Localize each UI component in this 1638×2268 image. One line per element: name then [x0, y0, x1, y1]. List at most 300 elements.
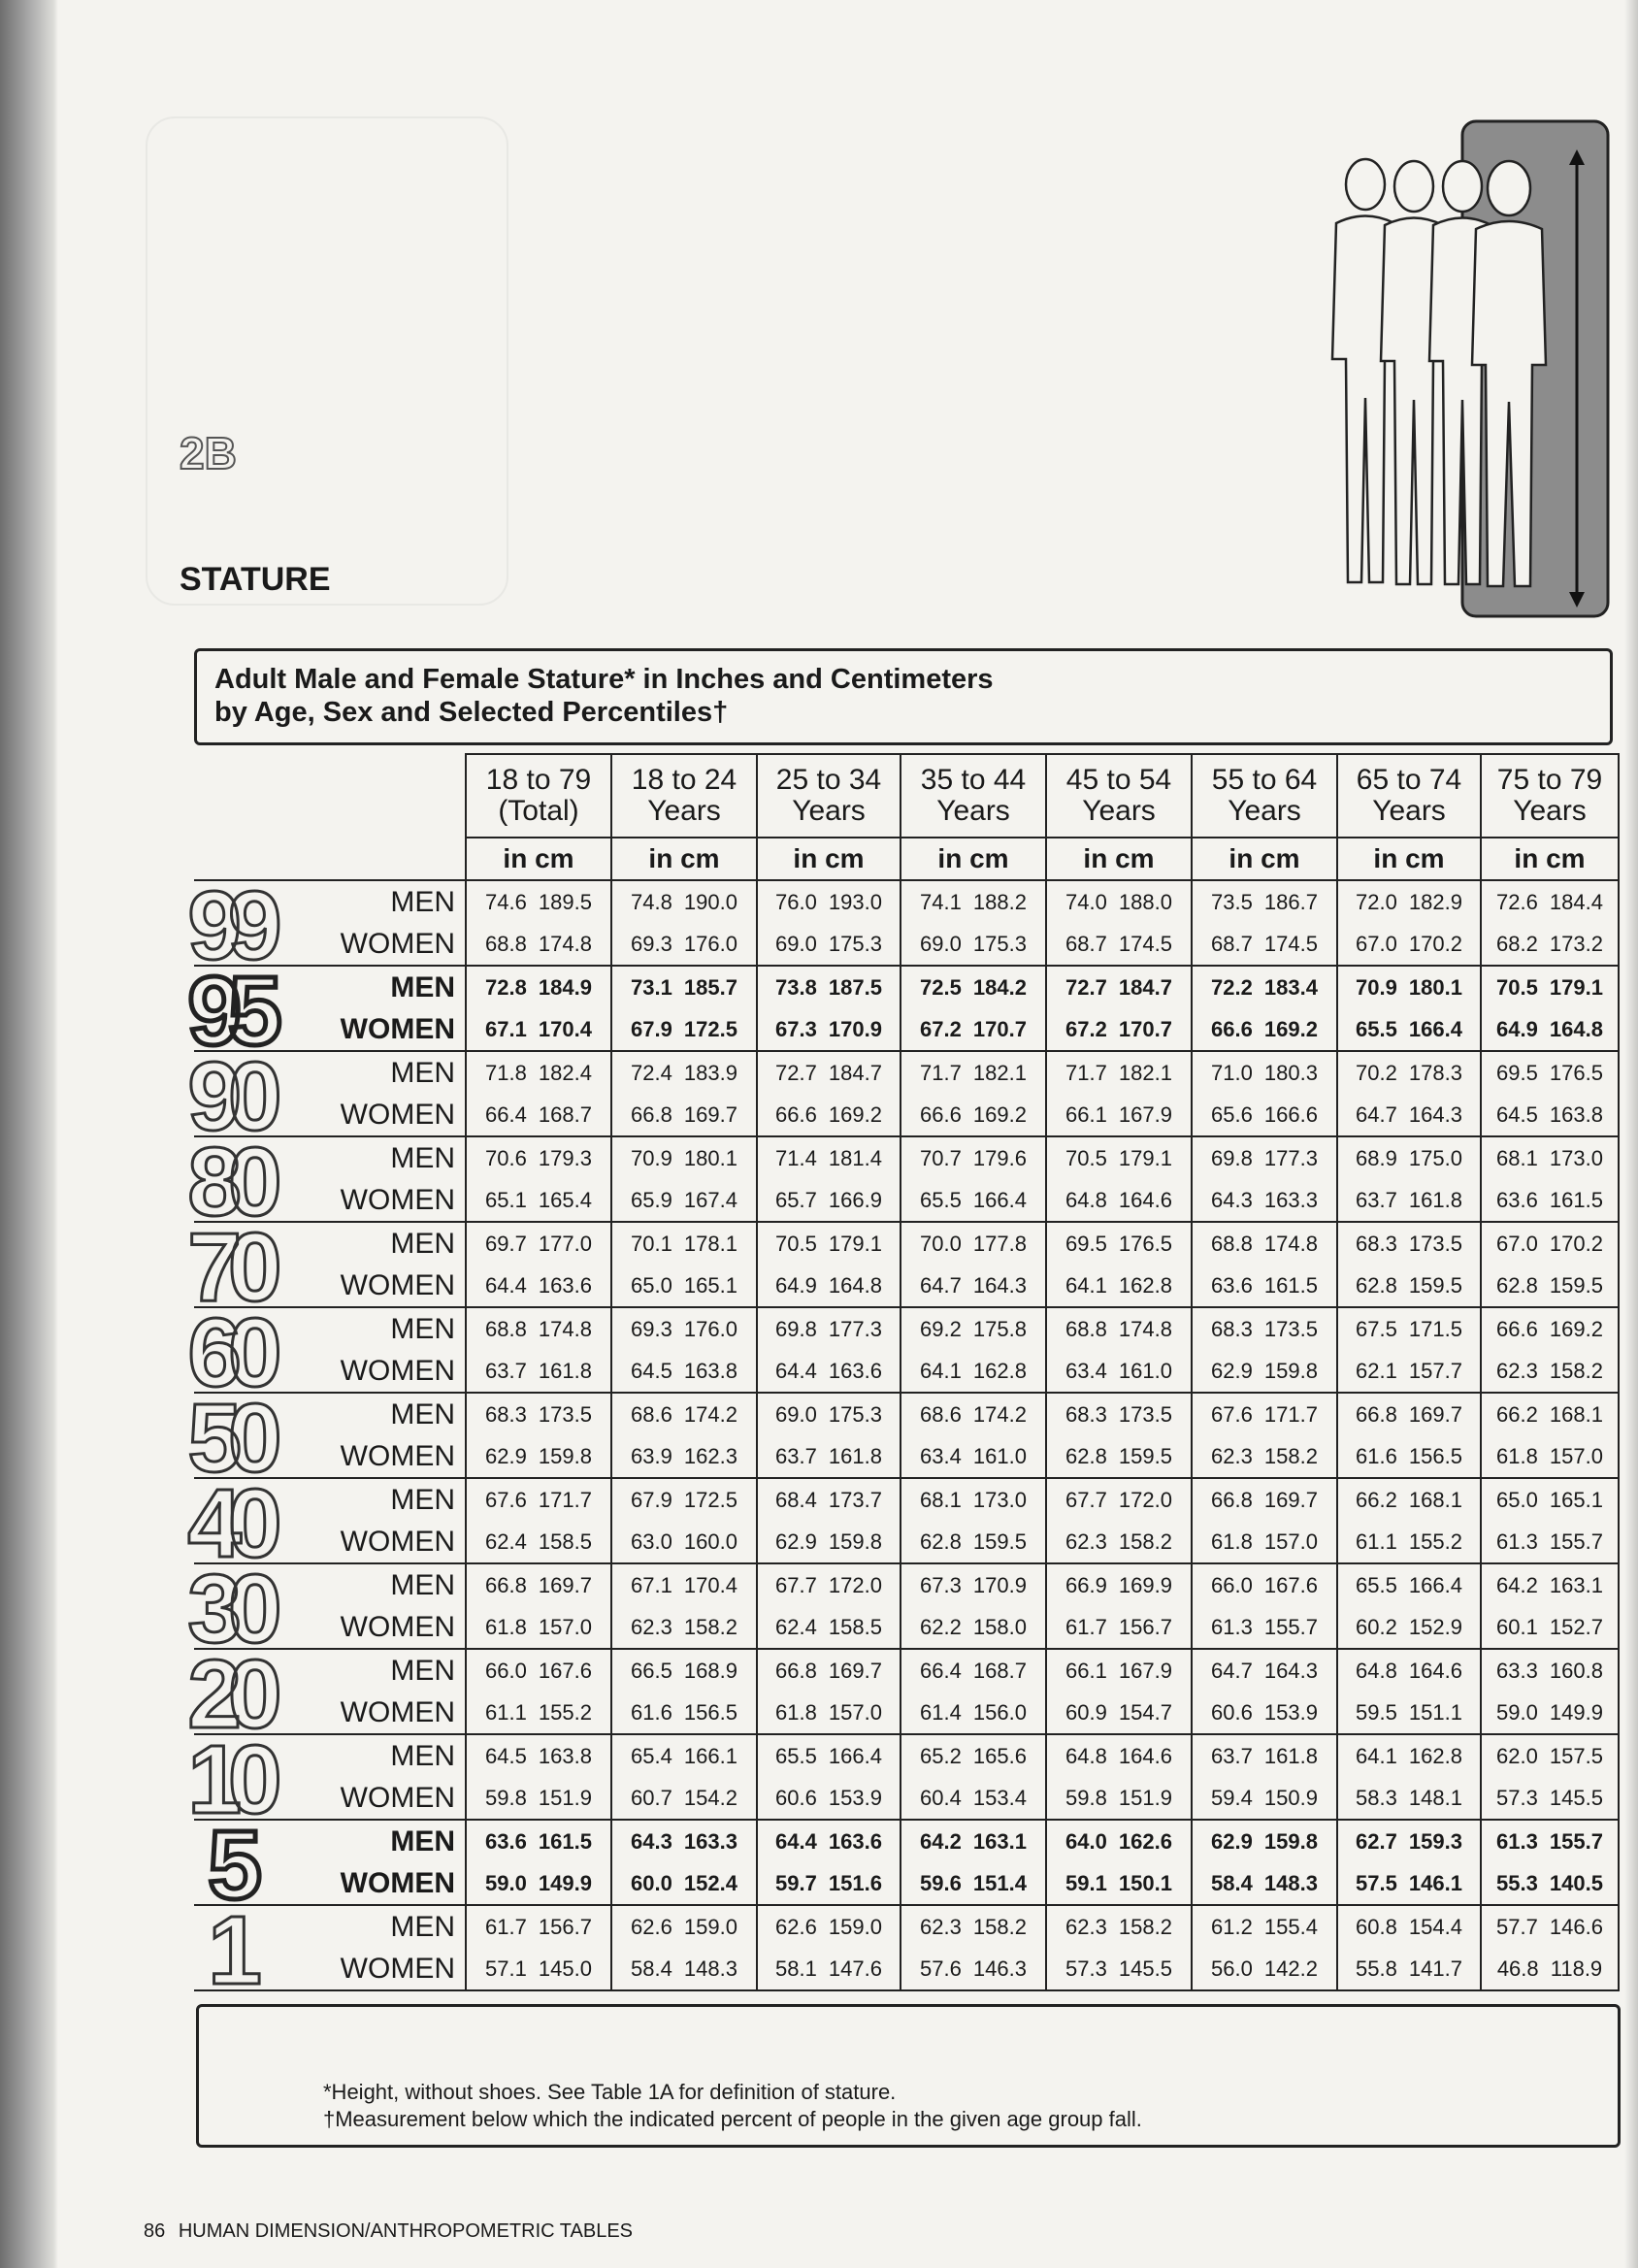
stature-value: 65.1 165.4 [466, 1179, 611, 1222]
age-range-sub: (Total) [498, 795, 579, 827]
stature-value: 57.6 146.3 [901, 1948, 1046, 1990]
table-row [194, 1478, 1619, 1521]
stature-value: 67.3 170.9 [901, 1563, 1046, 1606]
age-range: 75 to 79 [1496, 764, 1603, 796]
stature-value: 55.8 141.7 [1337, 1948, 1481, 1990]
stature-value: 66.8 169.7 [1337, 1393, 1481, 1435]
stature-value: 68.1 173.0 [1481, 1136, 1619, 1179]
stature-value: 66.4 168.7 [466, 1094, 611, 1136]
stature-value: 70.5 179.1 [1046, 1136, 1192, 1179]
stature-table-wrap [194, 753, 1619, 1999]
table-row [194, 1563, 1619, 1606]
unit-label: in cm [611, 838, 757, 880]
stature-value: 68.1 173.0 [901, 1478, 1046, 1521]
stature-value: 66.8 169.7 [466, 1563, 611, 1606]
table-row [194, 1051, 1619, 1094]
stature-value: 64.9 164.8 [1481, 1008, 1619, 1051]
stature-value: 68.2 173.2 [1481, 923, 1619, 966]
stature-value: 65.4 166.1 [611, 1734, 757, 1777]
age-range: 25 to 34 [775, 764, 882, 796]
stature-value: 64.1 162.8 [1046, 1265, 1192, 1307]
caption-line-1: Adult Male and Female Stature* in Inches and Centimeters [214, 664, 994, 695]
age-range-sub: Years [1513, 795, 1587, 827]
stature-value: 58.4 148.3 [1192, 1862, 1337, 1905]
stature-value: 68.3 173.5 [466, 1393, 611, 1435]
stature-value: 62.8 159.5 [1337, 1265, 1481, 1307]
header-spacer [194, 754, 466, 838]
table-row [194, 1393, 1619, 1435]
stature-value: 69.0 175.3 [757, 1393, 901, 1435]
stature-value: 62.9 159.8 [466, 1435, 611, 1478]
stature-value: 74.8 190.0 [611, 880, 757, 923]
stature-value: 66.1 167.9 [1046, 1649, 1192, 1692]
stature-value: 57.5 146.1 [1337, 1862, 1481, 1905]
page-folio [144, 2220, 633, 2243]
percentile-numeral: 20 [187, 1639, 269, 1749]
stature-value: 57.3 145.5 [1046, 1948, 1192, 1990]
stature-value: 59.8 151.9 [1046, 1777, 1192, 1820]
stature-value: 66.0 167.6 [1192, 1563, 1337, 1606]
table-row [194, 1094, 1619, 1136]
stature-value: 61.3 155.7 [1192, 1606, 1337, 1649]
bleed-through-figure [146, 116, 508, 606]
stature-value: 68.4 173.7 [757, 1478, 901, 1521]
stature-value: 70.6 179.3 [466, 1136, 611, 1179]
stature-value: 63.6 161.5 [1481, 1179, 1619, 1222]
stature-value: 64.0 162.6 [1046, 1820, 1192, 1862]
footnote-asterisk: *Height, without shoes. See Table 1A for definition of stature. [323, 2080, 897, 2104]
stature-value: 65.5 166.4 [1337, 1008, 1481, 1051]
age-range: 65 to 74 [1356, 764, 1462, 796]
section-title: STATURE [180, 561, 331, 598]
table-row [194, 1692, 1619, 1734]
sex-label: WOMEN [194, 1862, 466, 1905]
stature-value: 64.2 163.1 [901, 1820, 1046, 1862]
unit-label: in cm [757, 838, 901, 880]
stature-value: 63.9 162.3 [611, 1435, 757, 1478]
stature-value: 62.3 158.2 [611, 1606, 757, 1649]
stature-value: 69.8 177.3 [1192, 1136, 1337, 1179]
stature-value: 68.3 173.5 [1192, 1307, 1337, 1350]
stature-value: 62.1 157.7 [1337, 1350, 1481, 1393]
table-row [194, 1136, 1619, 1179]
stature-value: 72.6 184.4 [1481, 880, 1619, 923]
sex-label: WOMEN [194, 1008, 466, 1051]
stature-value: 58.1 147.6 [757, 1948, 901, 1990]
stature-value: 57.7 146.6 [1481, 1905, 1619, 1948]
stature-value: 64.7 164.3 [1337, 1094, 1481, 1136]
stature-value: 62.6 159.0 [611, 1905, 757, 1948]
stature-value: 61.8 157.0 [1481, 1435, 1619, 1478]
percentile-numeral: 99 [187, 871, 269, 980]
stature-value: 58.4 148.3 [611, 1948, 757, 1990]
stature-value: 62.2 158.0 [901, 1606, 1046, 1649]
percentile-numeral: 95 [187, 956, 269, 1066]
stature-value: 69.3 176.0 [611, 1307, 757, 1350]
stature-illustration [1315, 116, 1616, 621]
stature-value: 60.2 152.9 [1337, 1606, 1481, 1649]
table-row [194, 923, 1619, 966]
stature-value: 76.0 193.0 [757, 880, 901, 923]
stature-value: 62.3 158.2 [901, 1905, 1046, 1948]
stature-value: 64.2 163.1 [1481, 1563, 1619, 1606]
stature-value: 72.2 183.4 [1192, 966, 1337, 1008]
stature-value: 63.4 161.0 [901, 1435, 1046, 1478]
stature-value: 58.3 148.1 [1337, 1777, 1481, 1820]
stature-value: 68.9 175.0 [1337, 1136, 1481, 1179]
sex-label: MEN [194, 1136, 466, 1179]
stature-value: 57.1 145.0 [466, 1948, 611, 1990]
stature-value: 57.3 145.5 [1481, 1777, 1619, 1820]
stature-value: 67.0 170.2 [1481, 1222, 1619, 1265]
unit-label: in cm [1046, 838, 1192, 880]
sex-label: MEN [194, 1905, 466, 1948]
stature-value: 72.4 183.9 [611, 1051, 757, 1094]
age-group-header [1046, 754, 1192, 838]
table-row [194, 1734, 1619, 1777]
sex-label: WOMEN [194, 1692, 466, 1734]
table-row [194, 1521, 1619, 1563]
age-group-header-row [194, 754, 1619, 838]
stature-value: 71.0 180.3 [1192, 1051, 1337, 1094]
sex-label: MEN [194, 1820, 466, 1862]
sex-label: MEN [194, 1563, 466, 1606]
sex-label: WOMEN [194, 1350, 466, 1393]
stature-value: 65.0 165.1 [1481, 1478, 1619, 1521]
stature-value: 61.7 156.7 [1046, 1606, 1192, 1649]
table-row [194, 1649, 1619, 1692]
table-row [194, 1350, 1619, 1393]
stature-value: 59.8 151.9 [466, 1777, 611, 1820]
stature-value: 62.4 158.5 [466, 1521, 611, 1563]
stature-value: 60.9 154.7 [1046, 1692, 1192, 1734]
stature-value: 59.5 151.1 [1337, 1692, 1481, 1734]
stature-value: 66.2 168.1 [1337, 1478, 1481, 1521]
stature-value: 65.5 166.4 [757, 1734, 901, 1777]
stature-value: 66.5 168.9 [611, 1649, 757, 1692]
stature-value: 67.2 170.7 [1046, 1008, 1192, 1051]
stature-value: 64.5 163.8 [466, 1734, 611, 1777]
stature-value: 66.6 169.2 [1481, 1307, 1619, 1350]
stature-value: 60.7 154.2 [611, 1777, 757, 1820]
stature-value: 71.4 181.4 [757, 1136, 901, 1179]
stature-value: 66.1 167.9 [1046, 1094, 1192, 1136]
stature-value: 67.9 172.5 [611, 1478, 757, 1521]
stature-value: 68.8 174.8 [1046, 1307, 1192, 1350]
stature-value: 61.1 155.2 [1337, 1521, 1481, 1563]
stature-value: 61.2 155.4 [1192, 1905, 1337, 1948]
stature-value: 70.7 179.6 [901, 1136, 1046, 1179]
table-row [194, 1862, 1619, 1905]
stature-value: 67.5 171.5 [1337, 1307, 1481, 1350]
stature-value: 64.5 163.8 [1481, 1094, 1619, 1136]
stature-value: 70.2 178.3 [1337, 1051, 1481, 1094]
stature-value: 73.1 185.7 [611, 966, 757, 1008]
stature-value: 71.7 182.1 [1046, 1051, 1192, 1094]
stature-value: 72.7 184.7 [1046, 966, 1192, 1008]
stature-value: 66.6 169.2 [1192, 1008, 1337, 1051]
stature-value: 60.8 154.4 [1337, 1905, 1481, 1948]
percentile-numeral: 80 [187, 1127, 269, 1236]
stature-value: 74.0 188.0 [1046, 880, 1192, 923]
sex-label: WOMEN [194, 1777, 466, 1820]
sex-label: MEN [194, 966, 466, 1008]
table-row [194, 880, 1619, 923]
age-range-sub: Years [936, 795, 1010, 827]
stature-value: 66.8 169.7 [1192, 1478, 1337, 1521]
stature-value: 62.9 159.8 [1192, 1350, 1337, 1393]
table-body [194, 880, 1619, 1990]
stature-value: 70.1 178.1 [611, 1222, 757, 1265]
age-group-header [611, 754, 757, 838]
unit-label: in cm [1192, 838, 1337, 880]
sex-label: WOMEN [194, 923, 466, 966]
stature-value: 69.0 175.3 [757, 923, 901, 966]
stature-value: 63.7 161.8 [1337, 1179, 1481, 1222]
table-row [194, 1265, 1619, 1307]
stature-value: 59.7 151.6 [757, 1862, 901, 1905]
percentile-numeral: 10 [187, 1725, 269, 1834]
percentile-numeral: 70 [187, 1212, 269, 1322]
stature-value: 67.3 170.9 [757, 1008, 901, 1051]
stature-value: 63.4 161.0 [1046, 1350, 1192, 1393]
stature-value: 67.7 172.0 [757, 1563, 901, 1606]
percentile-numeral: 90 [187, 1041, 269, 1151]
stature-value: 61.8 157.0 [466, 1606, 611, 1649]
stature-value: 61.6 156.5 [1337, 1435, 1481, 1478]
stature-value: 64.9 164.8 [757, 1265, 901, 1307]
stature-value: 62.4 158.5 [757, 1606, 901, 1649]
stature-value: 62.8 159.5 [1481, 1265, 1619, 1307]
stature-value: 59.6 151.4 [901, 1862, 1046, 1905]
caption-line-2: by Age, Sex and Selected Percentiles† [214, 697, 729, 728]
table-row [194, 1307, 1619, 1350]
stature-value: 63.3 160.8 [1481, 1649, 1619, 1692]
stature-value: 60.4 153.4 [901, 1777, 1046, 1820]
unit-header-row [194, 838, 1619, 880]
stature-value: 74.1 188.2 [901, 880, 1046, 923]
sex-label: WOMEN [194, 1265, 466, 1307]
stature-value: 62.3 158.2 [1192, 1435, 1337, 1478]
page-edge [1624, 0, 1638, 2268]
age-range: 35 to 44 [920, 764, 1027, 796]
table-row [194, 1008, 1619, 1051]
table-row [194, 1606, 1619, 1649]
sex-label: MEN [194, 1734, 466, 1777]
age-group-header [901, 754, 1046, 838]
age-group-header [1192, 754, 1337, 838]
stature-value: 73.8 187.5 [757, 966, 901, 1008]
stature-value: 68.8 174.8 [1192, 1222, 1337, 1265]
stature-value: 59.0 149.9 [466, 1862, 611, 1905]
stature-value: 61.3 155.7 [1481, 1820, 1619, 1862]
sex-label: WOMEN [194, 1948, 466, 1990]
age-range: 55 to 64 [1211, 764, 1318, 796]
footnote-box [196, 2004, 1621, 2148]
stature-value: 60.6 153.9 [1192, 1692, 1337, 1734]
sex-label: WOMEN [194, 1094, 466, 1136]
book-gutter [0, 0, 58, 2268]
stature-value: 69.3 176.0 [611, 923, 757, 966]
sex-label: WOMEN [194, 1606, 466, 1649]
sex-label: MEN [194, 1393, 466, 1435]
stature-value: 62.8 159.5 [901, 1521, 1046, 1563]
stature-value: 61.4 156.0 [901, 1692, 1046, 1734]
stature-value: 72.0 182.9 [1337, 880, 1481, 923]
percentile-numeral: 40 [187, 1468, 269, 1578]
sex-label: MEN [194, 1478, 466, 1521]
stature-value: 69.0 175.3 [901, 923, 1046, 966]
stature-value: 69.2 175.8 [901, 1307, 1046, 1350]
sex-label: MEN [194, 880, 466, 923]
stature-value: 59.0 149.9 [1481, 1692, 1619, 1734]
stature-value: 66.6 169.2 [757, 1094, 901, 1136]
stature-value: 64.1 162.8 [901, 1350, 1046, 1393]
stature-value: 62.9 159.8 [1192, 1820, 1337, 1862]
age-group-header [466, 754, 611, 838]
age-range-sub: Years [647, 795, 721, 827]
stature-value: 70.9 180.1 [1337, 966, 1481, 1008]
footnote-dagger: †Measurement below which the indicated percent of people in the given age group fall. [323, 2107, 1142, 2131]
stature-value: 59.1 150.1 [1046, 1862, 1192, 1905]
age-range: 18 to 24 [631, 764, 737, 796]
sex-label: MEN [194, 1649, 466, 1692]
running-title: HUMAN DIMENSION/ANTHROPOMETRIC TABLES [178, 2220, 634, 2242]
unit-label: in cm [466, 838, 611, 880]
stature-value: 63.6 161.5 [1192, 1265, 1337, 1307]
stature-value: 64.1 162.8 [1337, 1734, 1481, 1777]
stature-value: 56.0 142.2 [1192, 1948, 1337, 1990]
stature-value: 65.5 166.4 [1337, 1563, 1481, 1606]
stature-value: 69.5 176.5 [1481, 1051, 1619, 1094]
stature-value: 66.4 168.7 [901, 1649, 1046, 1692]
stature-value: 70.9 180.1 [611, 1136, 757, 1179]
age-group-header [1337, 754, 1481, 838]
stature-value: 64.8 164.6 [1046, 1179, 1192, 1222]
stature-value: 62.3 158.2 [1481, 1350, 1619, 1393]
stature-value: 62.7 159.3 [1337, 1820, 1481, 1862]
stature-value: 63.7 161.8 [466, 1350, 611, 1393]
stature-value: 64.3 163.3 [1192, 1179, 1337, 1222]
stature-value: 70.5 179.1 [1481, 966, 1619, 1008]
stature-value: 72.5 184.2 [901, 966, 1046, 1008]
stature-value: 63.7 161.8 [1192, 1734, 1337, 1777]
age-range: 18 to 79 [485, 764, 592, 796]
table-row [194, 1948, 1619, 1990]
stature-value: 61.8 157.0 [757, 1692, 901, 1734]
sex-label: WOMEN [194, 1435, 466, 1478]
stature-value: 68.3 173.5 [1337, 1222, 1481, 1265]
percentile-numeral: 1 [208, 1895, 248, 2005]
stature-value: 59.4 150.9 [1192, 1777, 1337, 1820]
stature-value: 68.8 174.8 [466, 1307, 611, 1350]
sex-label: WOMEN [194, 1179, 466, 1222]
stature-value: 68.7 174.5 [1046, 923, 1192, 966]
stature-value: 66.9 169.9 [1046, 1563, 1192, 1606]
stature-value: 67.7 172.0 [1046, 1478, 1192, 1521]
stature-value: 66.8 169.7 [757, 1649, 901, 1692]
stature-value: 70.5 179.1 [757, 1222, 901, 1265]
unit-label: in cm [1337, 838, 1481, 880]
stature-value: 65.0 165.1 [611, 1265, 757, 1307]
stature-value: 65.6 166.6 [1192, 1094, 1337, 1136]
percentile-numeral: 60 [187, 1298, 269, 1407]
stature-value: 67.1 170.4 [466, 1008, 611, 1051]
stature-value: 62.6 159.0 [757, 1905, 901, 1948]
stature-value: 74.6 189.5 [466, 880, 611, 923]
table-row [194, 1435, 1619, 1478]
age-range-sub: Years [792, 795, 866, 827]
stature-value: 64.4 163.6 [757, 1350, 901, 1393]
table-caption [194, 648, 1613, 745]
stature-value: 73.5 186.7 [1192, 880, 1337, 923]
section-number: 2B [180, 428, 237, 478]
stature-value: 62.3 158.2 [1046, 1521, 1192, 1563]
stature-value: 69.7 177.0 [466, 1222, 611, 1265]
stature-value: 64.8 164.6 [1337, 1649, 1481, 1692]
unit-label: in cm [901, 838, 1046, 880]
stature-value: 61.6 156.5 [611, 1692, 757, 1734]
stature-value: 62.0 157.5 [1481, 1734, 1619, 1777]
stature-value: 62.3 158.2 [1046, 1905, 1192, 1948]
stature-value: 69.8 177.3 [757, 1307, 901, 1350]
table-row [194, 1222, 1619, 1265]
stature-value: 64.4 163.6 [757, 1820, 901, 1862]
stature-value: 61.8 157.0 [1192, 1521, 1337, 1563]
stature-value: 46.8 118.9 [1481, 1948, 1619, 1990]
stature-value: 68.6 174.2 [901, 1393, 1046, 1435]
stature-value: 60.1 152.7 [1481, 1606, 1619, 1649]
stature-value: 64.8 164.6 [1046, 1734, 1192, 1777]
page-number: 86 [144, 2220, 166, 2242]
sex-label: MEN [194, 1051, 466, 1094]
stature-value: 64.4 163.6 [466, 1265, 611, 1307]
stature-value: 63.6 161.5 [466, 1820, 611, 1862]
table-row [194, 1777, 1619, 1820]
age-range-sub: Years [1372, 795, 1446, 827]
stature-value: 68.6 174.2 [611, 1393, 757, 1435]
stature-value: 61.3 155.7 [1481, 1521, 1619, 1563]
stature-value: 63.7 161.8 [757, 1435, 901, 1478]
stature-value: 72.7 184.7 [757, 1051, 901, 1094]
stature-value: 60.6 153.9 [757, 1777, 901, 1820]
table-row [194, 1820, 1619, 1862]
percentile-numeral: 5 [208, 1810, 248, 1920]
stature-value: 68.7 174.5 [1192, 923, 1337, 966]
stature-table [194, 753, 1620, 1991]
stature-value: 67.6 171.7 [1192, 1393, 1337, 1435]
stature-value: 65.5 166.4 [901, 1179, 1046, 1222]
table-row [194, 1179, 1619, 1222]
stature-value: 67.0 170.2 [1337, 923, 1481, 966]
sex-label: MEN [194, 1222, 466, 1265]
table-row [194, 1905, 1619, 1948]
stature-value: 65.9 167.4 [611, 1179, 757, 1222]
stature-value: 67.6 171.7 [466, 1478, 611, 1521]
stature-value: 65.2 165.6 [901, 1734, 1046, 1777]
age-group-header [757, 754, 901, 838]
stature-value: 66.2 168.1 [1481, 1393, 1619, 1435]
stature-value: 61.7 156.7 [466, 1905, 611, 1948]
stature-value: 64.7 164.3 [1192, 1649, 1337, 1692]
stature-value: 62.9 159.8 [757, 1521, 901, 1563]
stature-value: 66.0 167.6 [466, 1649, 611, 1692]
percentile-numeral: 30 [187, 1554, 269, 1663]
stature-value: 65.7 166.9 [757, 1179, 901, 1222]
percentile-numeral: 50 [187, 1383, 269, 1493]
table-row [194, 966, 1619, 1008]
unit-label: in cm [1481, 838, 1619, 880]
